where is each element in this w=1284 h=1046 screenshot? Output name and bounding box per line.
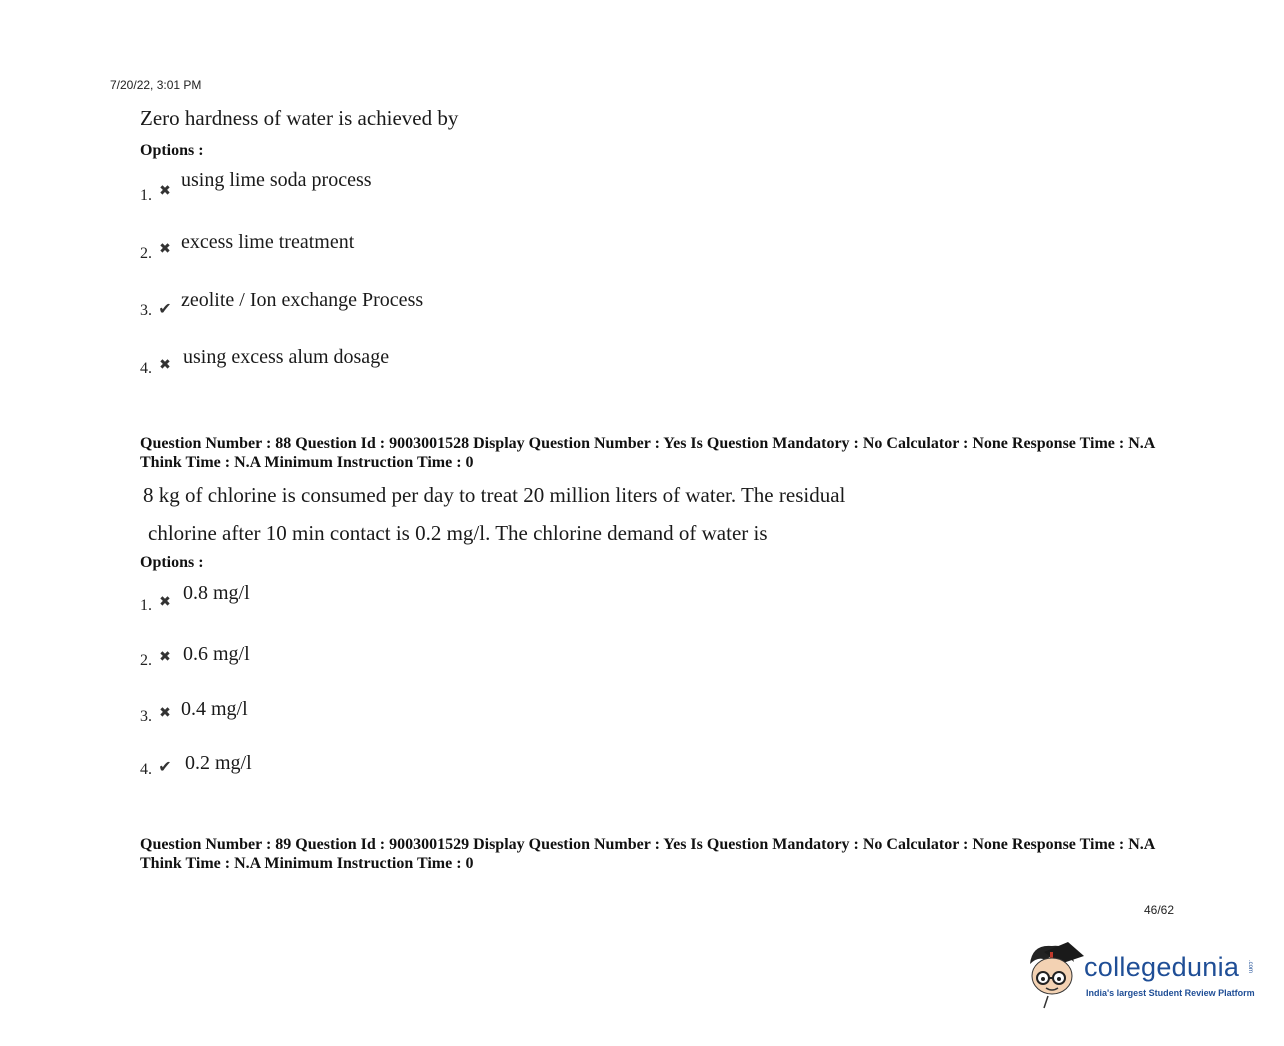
check-icon: ✔ bbox=[158, 301, 172, 318]
logo-wordmark: collegedunia bbox=[1084, 952, 1240, 982]
option-number: 1. bbox=[140, 187, 152, 204]
question-text: Zero hardness of water is achieved by bbox=[140, 106, 459, 130]
page-number: 46/62 bbox=[1144, 903, 1175, 917]
option-text: excess lime treatment bbox=[181, 231, 355, 253]
options-label: Options : bbox=[140, 142, 204, 159]
cross-icon: ✖ bbox=[159, 595, 171, 610]
option-text: 0.4 mg/l bbox=[181, 698, 248, 720]
option-text: zeolite / Ion exchange Process bbox=[181, 289, 424, 311]
question-text-line2: chlorine after 10 min contact is 0.2 mg/l. The chlorine demand of water is bbox=[148, 521, 768, 545]
mascot-icon bbox=[1024, 938, 1084, 1010]
options-label: Options : bbox=[140, 554, 204, 571]
option-number: 2. bbox=[140, 245, 152, 262]
logo-dotcom: .com bbox=[1247, 960, 1253, 974]
cross-icon: ✖ bbox=[159, 184, 171, 199]
cross-icon: ✖ bbox=[159, 358, 171, 373]
check-icon: ✔ bbox=[158, 759, 172, 776]
question-meta: Question Number : 88 Question Id : 9003001528 Display Question Number : Yes Is Question Mandatory : No Calculator : None Response Time : N.A Think Time : N.A Minimum Instruction Time : 0 bbox=[140, 435, 1155, 471]
print-timestamp: 7/20/22, 3:01 PM bbox=[110, 78, 202, 92]
option-text: 0.2 mg/l bbox=[185, 752, 252, 774]
question-meta: Question Number : 89 Question Id : 9003001529 Display Question Number : Yes Is Question Mandatory : No Calculator : None Response Time : N.A Think Time : N.A Minimum Instruction Time : 0 bbox=[140, 836, 1155, 872]
option-number: 3. bbox=[140, 708, 152, 725]
cross-icon: ✖ bbox=[159, 706, 171, 721]
cross-icon: ✖ bbox=[159, 242, 171, 257]
logo-tagline: India's largest Student Review Platform bbox=[1086, 988, 1255, 998]
question-text-line1: 8 kg of chlorine is consumed per day to treat 20 million liters of water. The residual bbox=[143, 483, 846, 507]
option-number: 2. bbox=[140, 652, 152, 669]
option-number: 3. bbox=[140, 302, 152, 319]
cross-icon: ✖ bbox=[159, 650, 171, 665]
option-number: 1. bbox=[140, 597, 152, 614]
option-number: 4. bbox=[140, 360, 152, 377]
option-text: using excess alum dosage bbox=[183, 346, 390, 368]
option-text: 0.6 mg/l bbox=[183, 643, 250, 665]
option-text: using lime soda process bbox=[181, 169, 372, 191]
option-number: 4. bbox=[140, 761, 152, 778]
option-text: 0.8 mg/l bbox=[183, 582, 250, 604]
collegedunia-logo bbox=[1024, 938, 1264, 1010]
